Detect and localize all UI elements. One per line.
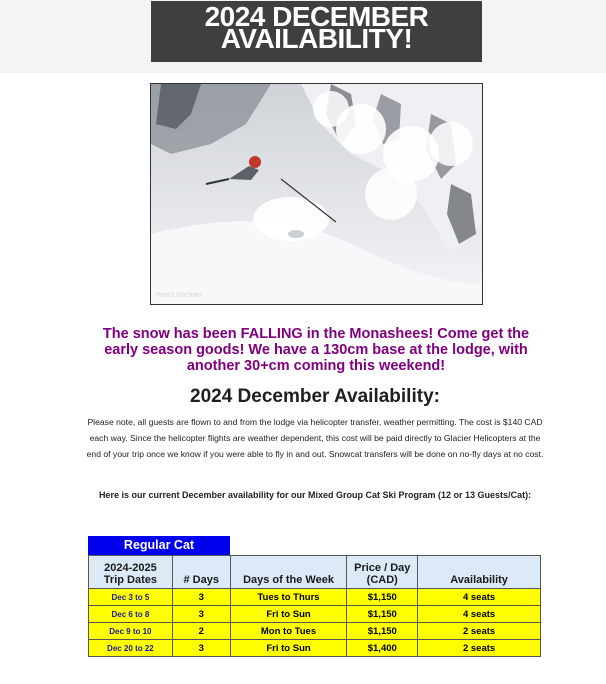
availability-intro: Here is our current December availability for our Mixed Group Cat Ski Program (12 or 13 Guests/Cat): <box>98 490 532 500</box>
skier-photo <box>150 83 483 305</box>
header-text: Availability <box>450 574 508 586</box>
days-cell: 3 <box>172 589 230 606</box>
days-cell: 3 <box>172 606 230 623</box>
table-row <box>89 606 541 623</box>
table-header-row <box>89 556 541 589</box>
availability-cell: 2 seats <box>418 640 541 657</box>
trip-date-cell: Dec 9 to 10 <box>89 623 173 640</box>
price-cell: $1,150 <box>347 589 418 606</box>
regular-cat-label: Regular Cat <box>88 536 230 555</box>
availability-cell: 4 seats <box>418 606 541 623</box>
header-num-days <box>172 556 230 589</box>
header-days-of-week <box>230 556 347 589</box>
skier-photo-illustration <box>151 84 482 304</box>
header-price <box>347 556 418 589</box>
table-row <box>89 589 541 606</box>
price-cell: $1,400 <box>347 640 418 657</box>
page-title-line-1: 2024 DECEMBER <box>204 1 429 32</box>
header-text: 2024-2025 Trip Dates <box>103 562 157 586</box>
header-availability <box>418 556 541 589</box>
weekdays-cell: Tues to Thurs <box>230 589 347 606</box>
table-row <box>89 623 541 640</box>
page-title <box>151 1 482 62</box>
page-title-line-2: AVAILABILITY! <box>220 23 413 54</box>
price-cell: $1,150 <box>347 623 418 640</box>
trip-date-cell: Dec 20 to 22 <box>89 640 173 657</box>
header-text: Days of the Week <box>243 574 334 586</box>
availability-heading: 2024 December Availability: <box>190 386 440 407</box>
photo-watermark: Weird Rachael <box>156 292 202 299</box>
snow-headline: The snow has been FALLING in the Monashees! Come get the early season goods! We have a 130cm base at the lodge, with another 30+cm coming this weekend! <box>102 326 530 374</box>
weekdays-cell: Mon to Tues <box>230 623 347 640</box>
trip-date-cell: Dec 3 to 5 <box>89 589 173 606</box>
availability-cell: 4 seats <box>418 589 541 606</box>
header-text: # Days <box>183 574 219 586</box>
price-cell: $1,150 <box>347 606 418 623</box>
header-trip-dates <box>89 556 173 589</box>
helicopter-note: Please note, all guests are flown to and from the lodge via helicopter transfer, weather permitting. The cost is $140 CAD each way. Since the helicopter flights are weather dependent, this cost will be paid directly to Glacier Helicopters at the end of your trip once we know if you were able to fly in and out. Snowcat transfers will be done on no-fly days at no cost. <box>86 417 544 459</box>
trip-date-cell: Dec 6 to 8 <box>89 606 173 623</box>
availability-cell: 2 seats <box>418 623 541 640</box>
table-row <box>89 640 541 657</box>
header-text: Price / Day (CAD) <box>354 562 411 586</box>
weekdays-cell: Fri to Sun <box>230 606 347 623</box>
days-cell: 3 <box>172 640 230 657</box>
weekdays-cell: Fri to Sun <box>230 640 347 657</box>
days-cell: 2 <box>172 623 230 640</box>
availability-table <box>88 555 541 657</box>
